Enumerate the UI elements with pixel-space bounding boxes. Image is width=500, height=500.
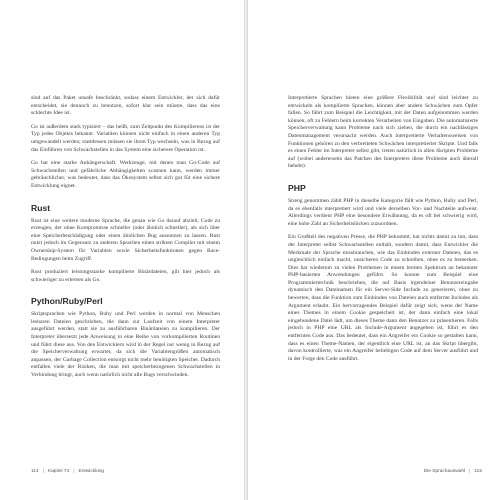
chapter-label: Kapitel 74 (47, 469, 70, 474)
right-page-body (288, 95, 478, 369)
paragraph: Skriptsprachen wie Python, Ruby und Perl werden in normal von Menschen lesbaren Dateien geschrieben, die dann zur Laufzeit von einem Interpreter ausgeführt werden, statt sie zu ausführbaren Binärdateien zu kompilieren. Der Interpreter übersetzt jede Anweisung in eine Reihe von vorkompilierten Routinen und führt diese aus. Von den Entwicklern wird in der Regel nur wenig in Bezug auf die Speicherverwaltung erwartet, da sich die Variablengrößen automatisch anpassen, der Garbage Collection entsorgt nicht mehr benötigten Speicher. Dadurch entfallen viele der Risiken, die man mit speicherbezogenen Schwachstellen in Verbindung bringt, auch wenn natürlich nicht alle Bugs verschwinden. (31, 311, 220, 379)
right-page-footer (424, 469, 482, 475)
chapter-title: Entwicklung (78, 469, 105, 474)
paragraph: Ein Großteil des negativen Presse, die PHP bekommt, hat nichts damit zu tun, dass der Interpreter selbst Schwachstellen enthält, sondern damit, dass Entwickler die Merkmale der Sprache missbrauchen, wie das Einbinden externer Dateien, das es ungleichlich einfach macht, unsicheren Code zu schreiben, ohne es zu bemerken. Dies hat wiederum zu vielen Problemen in einem breiten Spektrum an bekannter PHP-basierten Anwendungen geführt. So konnte zum Beispiel eine Programmiertechnik beschrieben, die auf Basis irgendeiner Benutzereingabe dynamisch den Dateinamen für ein Server-Side Include zu generieren, ohne zu bewerten, dass die Funktion zum Einbinden von Dateien auch entfernte Includes als Argument erlaubt. Ein hervorragendes Beispiel dafür zeigt sich, wenn der Name eines Themes in einem Cookie gespeichert ist, der dann einfach eine lokal eingebundene Datei lädt, um dieses Theme dann den Benutzer zu präsentieren. Falls jedoch in PHP eine URL als Include-Argument angegeben ist, führt es den entfernten Code aus. Das bedeutet, dass ein Angreifer ein Cookie so gestalten kann, dass es einen Theme-Namen, der eigentlich eine URL ist, an das Skript übergibt, davon kontrollierte, was ein Angreifer beliebigen Code auf dem Server ausführt und in der Folge den Code ausführt. (288, 234, 478, 362)
right-page (248, 0, 500, 500)
section-title: Die Sprachauswahl (423, 469, 466, 474)
paragraph: Rust ist eine weitere moderne Sprache, die genau wie Go darauf abzielt, Code zu erzeugen, der ohne Kompromisse schneller (oder ähnlich schneller), als sich über eine Speicherbeschädigung oder einen ähnlichen Bug ausnutzen zu lassen. Rust nutzt jedoch im Gegensatz zu anderen Sprachen einen strikten Compiler mit einem Ownership-System für Variablen sowie Sicherheitsfunktionen gegen Race-Bedingungen beim Zugriff. (31, 217, 220, 262)
paragraph: Streng genommen zählt PHP in dieselbe Kategorie fällt wie Python, Ruby und Perl, da es ebenfalls interpretiert wird und viele derselben Vor- und Nachteile aufweist. Allerdings verdient PHP eine besondere Erwähnung, da es oft bei schwierig wird, eine hohe Zahl an Sicherheitslücken zuzuordnen. (288, 197, 478, 227)
section-heading-php: PHP (288, 182, 306, 193)
left-page (0, 0, 244, 500)
page-number: 114 (31, 469, 39, 474)
footer-separator: | (73, 469, 75, 474)
paragraph: Rust produziert leistungsstarke kompilierte Binärdateien, gilt hier jedoch als schwieriger zu erlernen als Go. (31, 269, 220, 283)
left-page-footer (31, 469, 104, 475)
page-number: 115 (474, 469, 482, 474)
section-heading-python-ruby-perl: Python/Ruby/Perl (31, 296, 103, 307)
paragraph: Go ist außerdem stark typisiert – das heißt, zum Zeitpunkt des Kompilierens ist der Typ jedes Objekts bekannt. Variablen können nicht einfach in einen anderen Typ umgewandelt werden; stattdessen müssen sie ihren Typ wechseln, was in Bezug auf das Einführen von Schwachstellen in das System eine sicherere Operation ist. (31, 123, 220, 153)
left-page-body (31, 95, 220, 386)
section-heading-rust: Rust (31, 202, 51, 213)
paragraph: sind auf das Paket unsafe beschränkt, sodass einem Entwickler, der sich dafür entscheidet, sie dennoch zu benutzen, sofort klar sein müsste, dass das eine schlechte Idee ist. (31, 95, 220, 117)
paragraph: Go hat eine starke Anhängerschaft. Werkzeuge, mit denen man Go-Code auf Schwachstellen und gefährliche Abhängigkeiten scannen kann, werden immer gebräuchlicher, was bedeutet, dass das Ökosystem selbst sich gut für eine sichere Entwicklung eignet. (31, 160, 220, 189)
footer-separator: | (42, 469, 44, 474)
paragraph: Interpretierte Sprachen bieten eine größere Flexibilität und sind leichter zu entwickeln als kompilierte Sprachen, können aber andere Schwächen zum Opfer fallen. So führt zum Beispiel die Leichtigkeit, mit der Daten aufgenommen werden können, oft zu Fehlern beim korrekten Verarbeiten von Eingaben. Die automatisierte Speicherverwaltung kann Probleme nach sich ziehen, die durch ein nachlässiges Datenmanagement verursacht werden. Auch interpretierte Verhaltensweisen von Funktionen gehören zu den verbreiteten Schwächen interpretierter Skripte. Und falls es einen Fehler im Interpreter selbst gibt, treten natürlich in allen Skripten Probleme auf (wobei andererseits das Patchen des Interpreters diese Probleme auch überall behebt). (288, 95, 478, 170)
footer-separator: | (469, 469, 471, 474)
